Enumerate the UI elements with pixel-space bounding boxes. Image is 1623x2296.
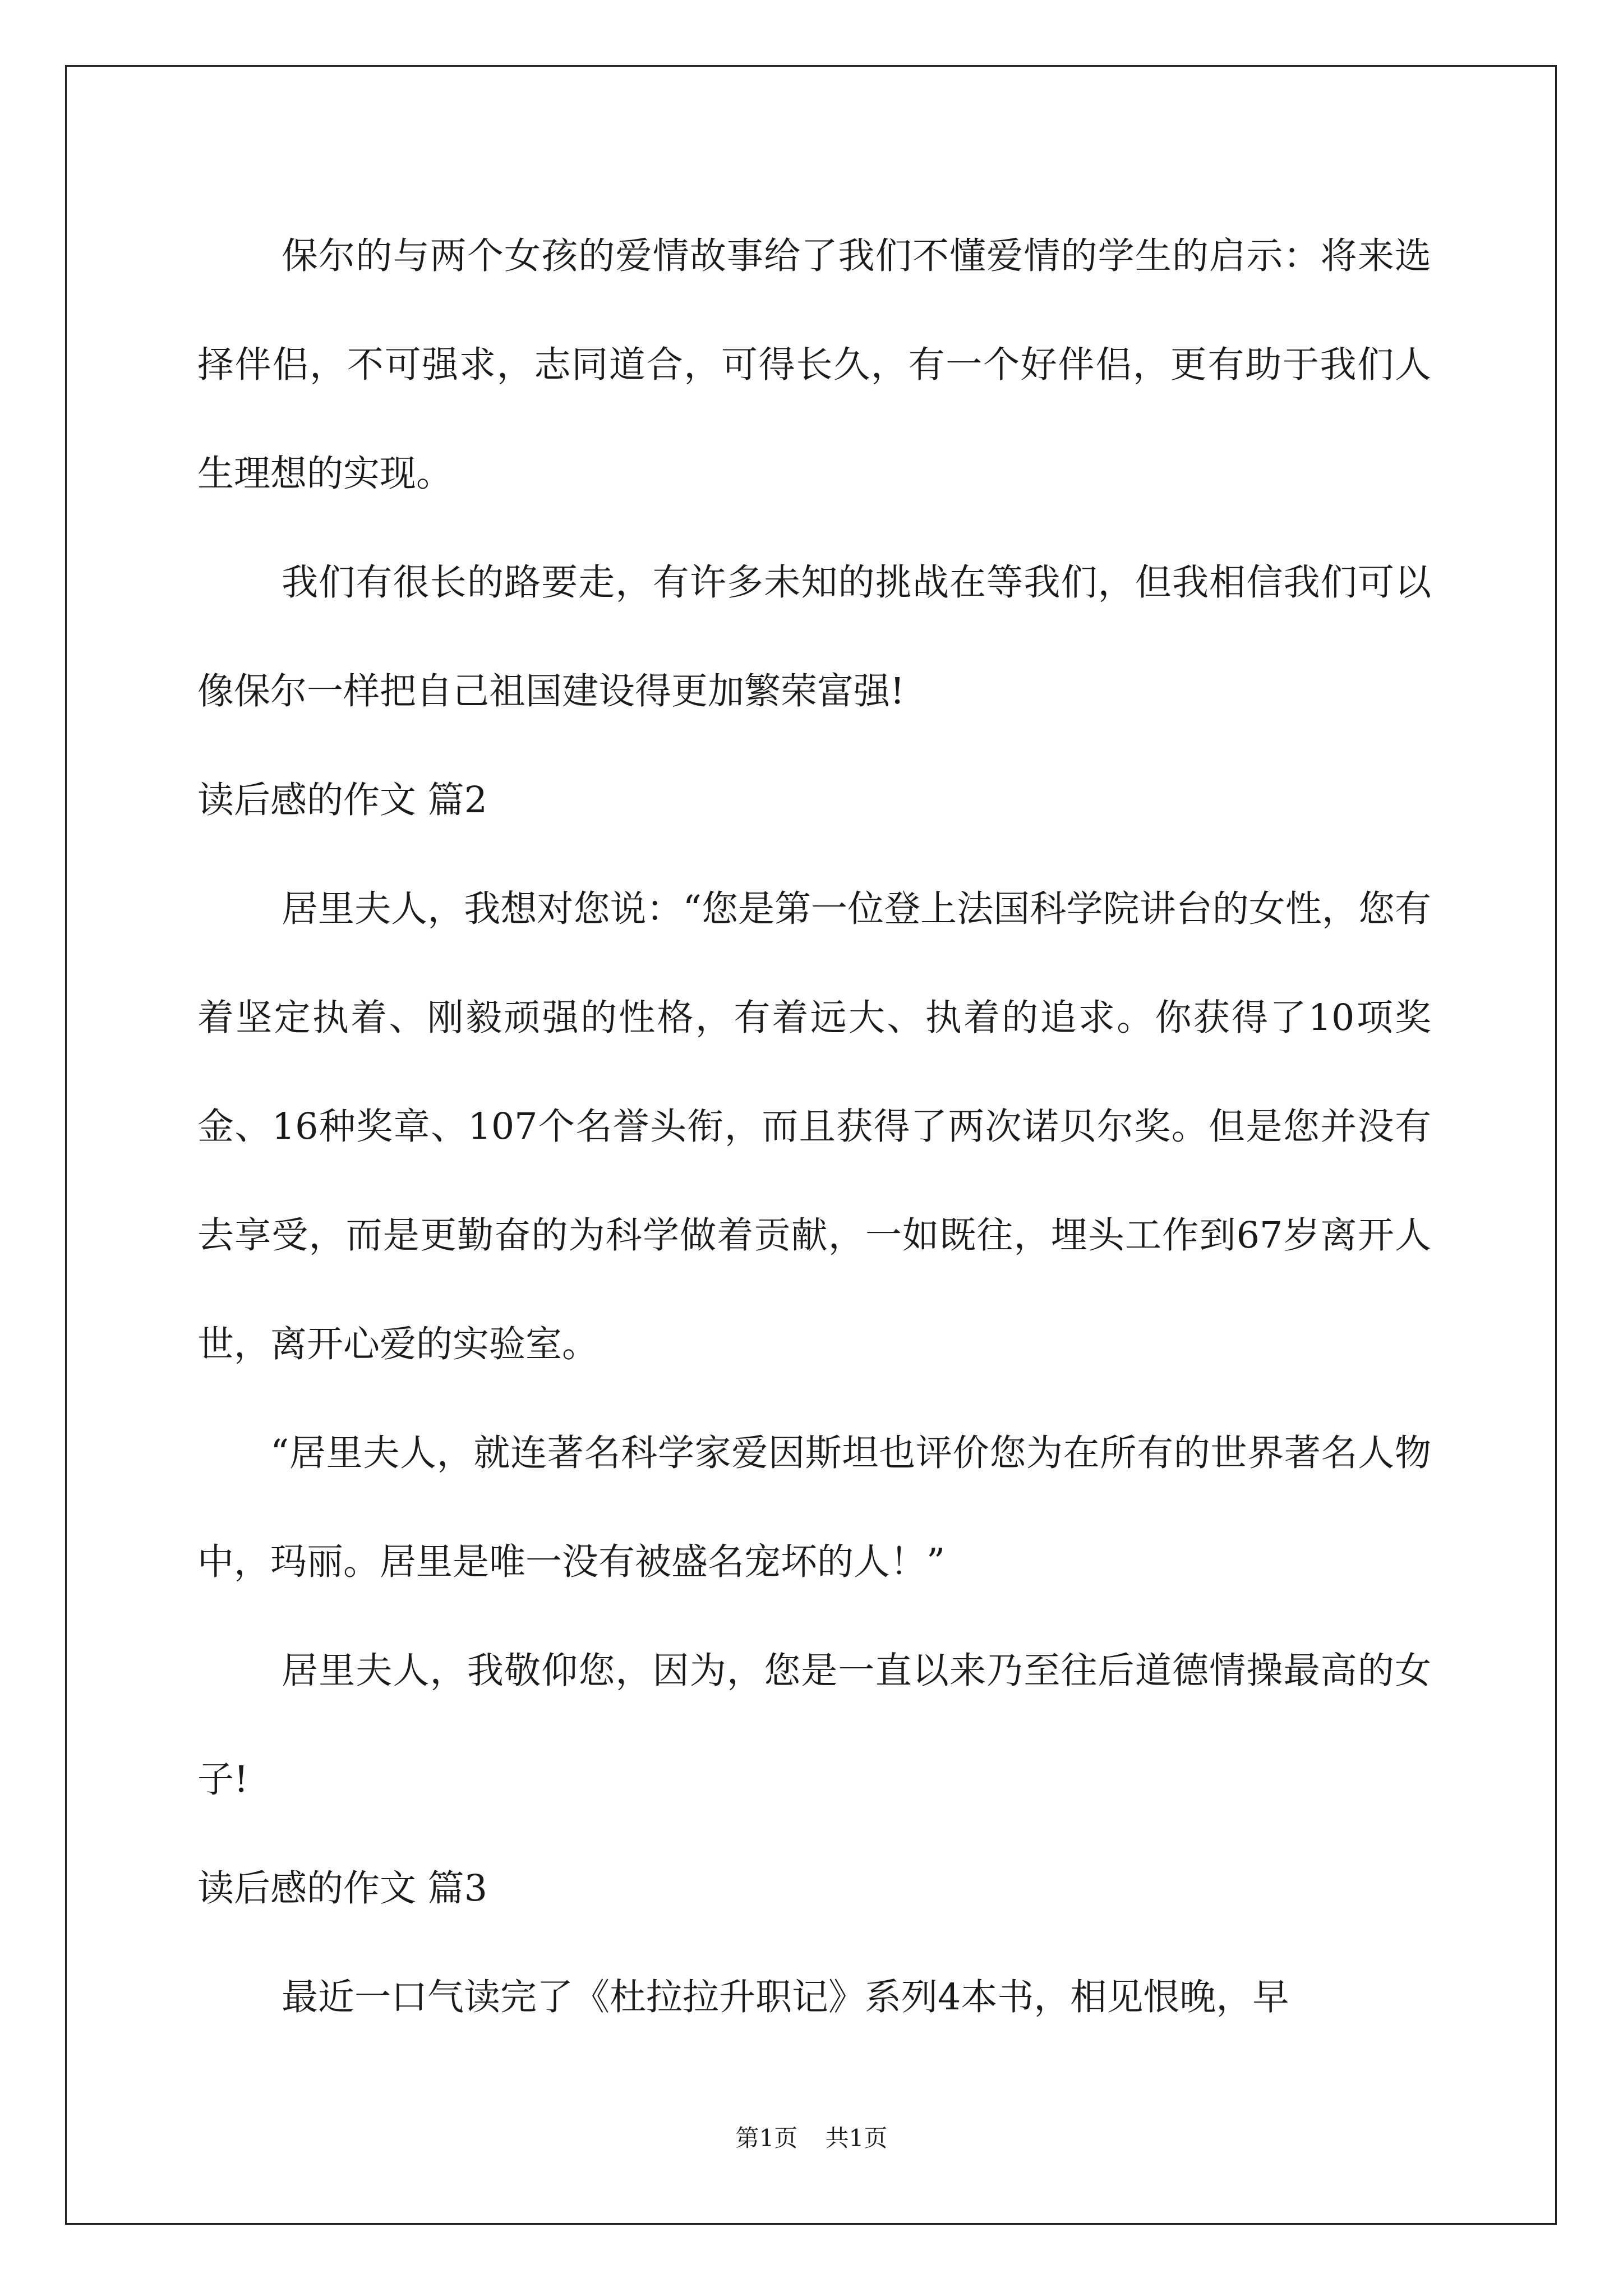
paragraph: 我们有很长的路要走，有许多未知的挑战在等我们，但我相信我们可以像保尔一样把自己祖国建设得更加繁荣富强! [197,562,1431,712]
section-heading: 读后感的作文 篇3 [197,1867,488,1910]
page-number: 第1页 [735,2124,798,2152]
page-footer [0,2122,1623,2155]
paragraph: 居里夫人，我想对您说：“您是第一位登上法国科学院讲台的女性，您有着坚定执着、刚毅顽强的性格，有着远大、执着的追求。你获得了10项奖金、16种奖章、107个名誉头衔，而且获得了两次诺贝尔奖。但是您并没有去享受，而是更勤奋的为科学做着贡献，一如既往，埋头工作到67岁离开人世，离开心爱的实验室。 [197,888,1431,1365]
paragraph: 保尔的与两个女孩的爱情故事给了我们不懂爱情的学生的启示：将来选择伴侣，不可强求，志同道合，可得长久，有一个好伴侣，更有助于我们人生理想的实现。 [197,235,1431,495]
paragraph: “居里夫人，就连著名科学家爱因斯坦也评价您为在所有的世界著名人物中，玛丽。居里是唯一没有被盛名宠坏的人！” [197,1432,1431,1583]
paragraph: 居里夫人，我敬仰您，因为，您是一直以来乃至往后道德情操最高的女子! [197,1650,1431,1801]
document-body [197,202,1431,2052]
paragraph: 最近一口气读完了《杜拉拉升职记》系列4本书，相见恨晚，早 [282,1976,1289,2018]
section-heading: 读后感的作文 篇2 [197,779,488,821]
page-total: 共1页 [825,2124,888,2152]
